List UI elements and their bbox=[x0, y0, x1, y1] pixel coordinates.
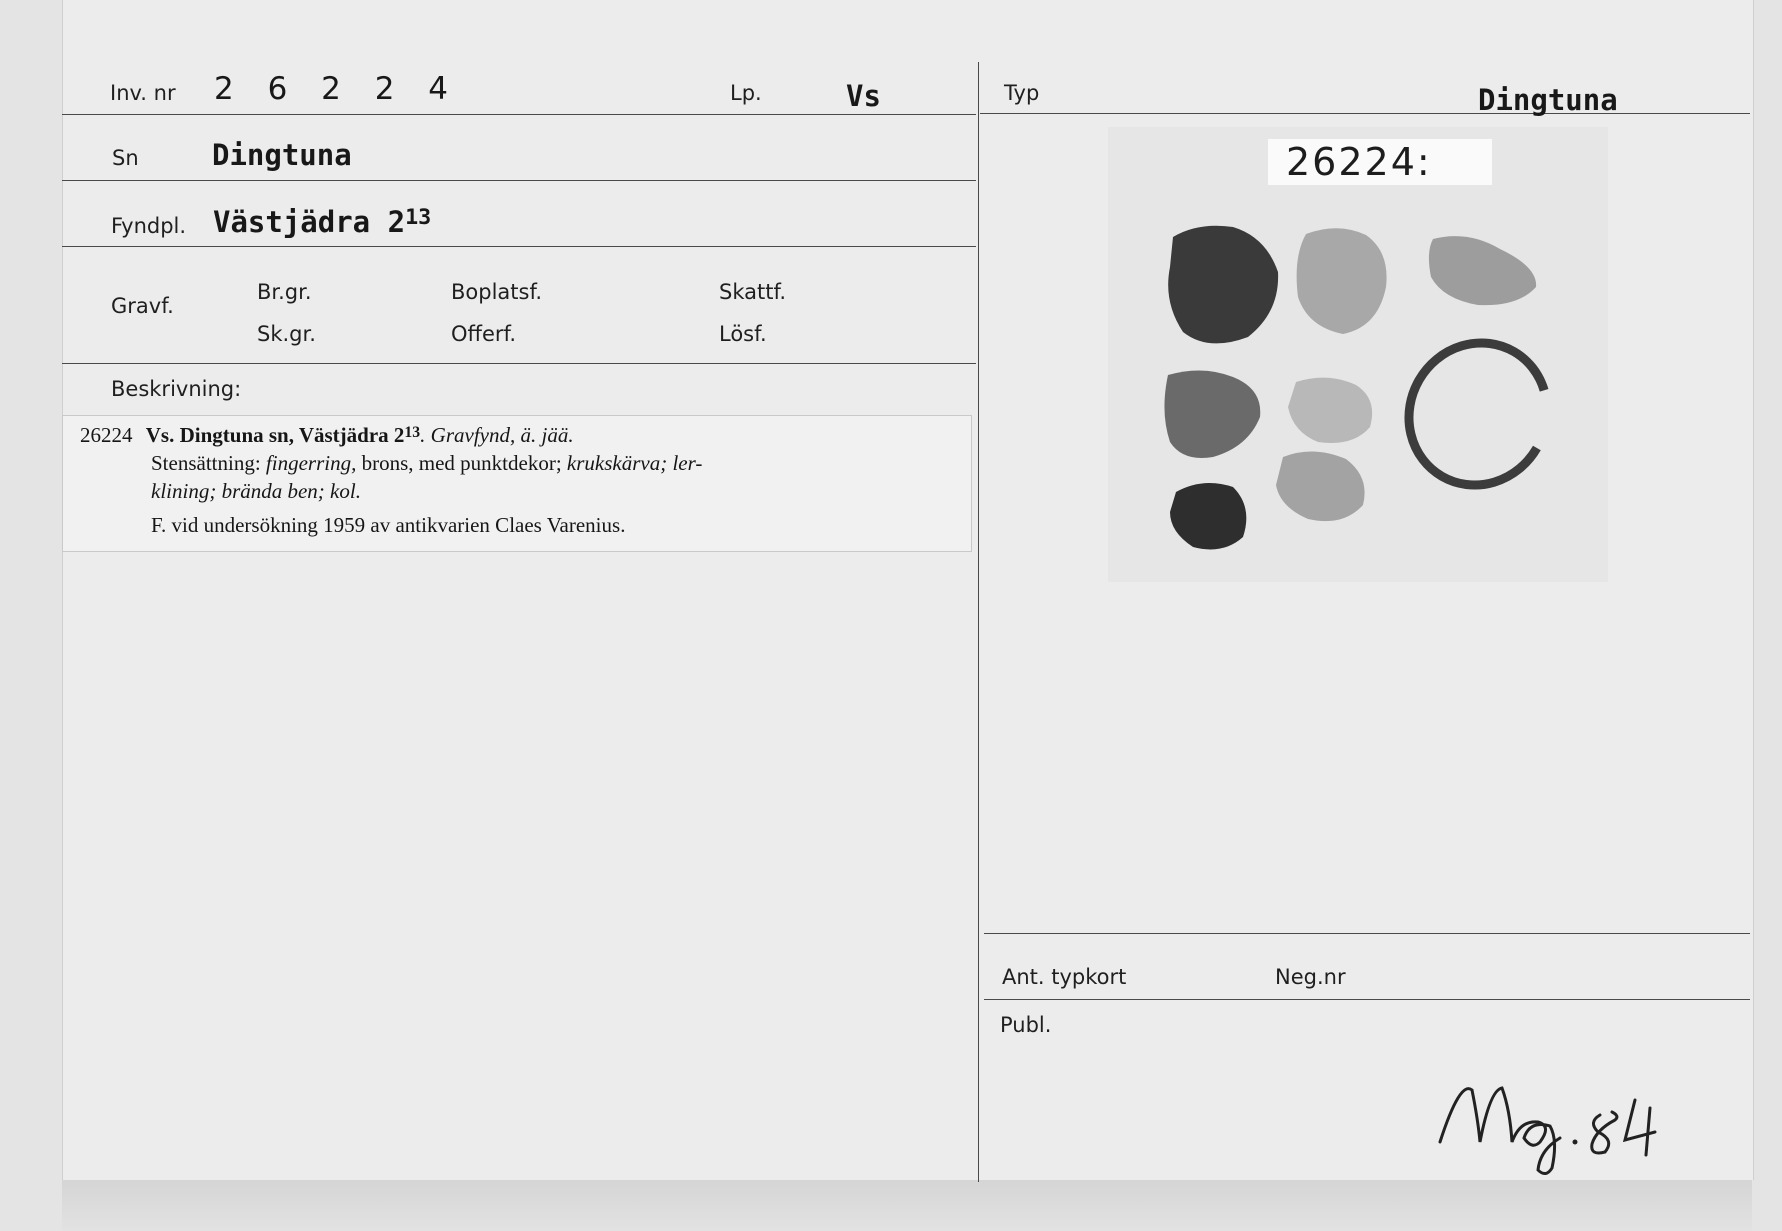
lp-value: Vs bbox=[846, 79, 881, 113]
rule-top-left bbox=[62, 114, 976, 115]
negnr-label: Neg.nr bbox=[1275, 965, 1346, 989]
description-line-3 bbox=[151, 479, 361, 504]
rule-fyndpl bbox=[62, 246, 976, 247]
card-edge bbox=[62, 1180, 1752, 1231]
skgr-label: Sk.gr. bbox=[257, 322, 316, 346]
description-line-4-text: F. vid undersökning 1959 av antikvarien Claes Varenius. bbox=[151, 513, 626, 537]
sn-value: Dingtuna bbox=[212, 138, 352, 172]
rule-publ bbox=[984, 999, 1750, 1000]
publ-label: Publ. bbox=[1000, 1013, 1052, 1037]
fyndpl-text: Västjädra 2 bbox=[213, 205, 406, 239]
fyndpl-label: Fyndpl. bbox=[111, 214, 187, 238]
column-divider bbox=[978, 62, 979, 1182]
description-line-2b: fingerring, bbox=[265, 451, 357, 475]
description-line-2c: brons, med punktdekor; bbox=[356, 451, 567, 475]
handwritten-signature bbox=[1420, 1060, 1680, 1180]
gravf-label: Gravf. bbox=[111, 294, 174, 318]
skattf-label: Skattf. bbox=[719, 280, 786, 304]
description-line-1 bbox=[80, 423, 574, 448]
boplatsf-label: Boplatsf. bbox=[451, 280, 543, 304]
rule-ant-typkort bbox=[984, 933, 1750, 934]
description-heading: Vs. Dingtuna sn, Västjädra 2 bbox=[145, 423, 405, 447]
typ-value: Dingtuna bbox=[1478, 83, 1618, 117]
artifact-photo-image bbox=[1108, 127, 1608, 582]
description-line-2 bbox=[151, 451, 702, 476]
description-heading-italic: . Gravfynd, ä. jää. bbox=[420, 423, 574, 447]
sn-label: Sn bbox=[112, 146, 139, 170]
fyndpl-value bbox=[213, 205, 431, 239]
description-line-2a: Stensättning: bbox=[151, 451, 266, 475]
ant-typkort-label: Ant. typkort bbox=[1002, 965, 1127, 989]
description-line-3-text: klining; brända ben; kol. bbox=[151, 479, 361, 503]
typ-label: Typ bbox=[1004, 81, 1040, 105]
fyndpl-superscript: 13 bbox=[405, 205, 432, 231]
rule-top-right bbox=[980, 113, 1750, 114]
rule-gravf bbox=[62, 363, 976, 364]
inv-nr-value: 2 6 2 2 4 bbox=[214, 71, 461, 107]
description-heading-sup: 13 bbox=[404, 423, 421, 441]
losf-label: Lösf. bbox=[719, 322, 767, 346]
brgr-label: Br.gr. bbox=[257, 280, 312, 304]
offerf-label: Offerf. bbox=[451, 322, 517, 346]
beskrivning-label: Beskrivning: bbox=[111, 377, 242, 401]
photo-label: 26224: bbox=[1268, 139, 1492, 185]
artifact-photo bbox=[1108, 127, 1608, 582]
inv-nr-label: Inv. nr bbox=[110, 81, 176, 105]
description-number: 26224 bbox=[80, 423, 133, 447]
rule-sn bbox=[62, 180, 976, 181]
description-line-4 bbox=[151, 513, 625, 538]
lp-label: Lp. bbox=[730, 81, 762, 105]
description-line-2d: krukskärva; ler- bbox=[566, 451, 703, 475]
